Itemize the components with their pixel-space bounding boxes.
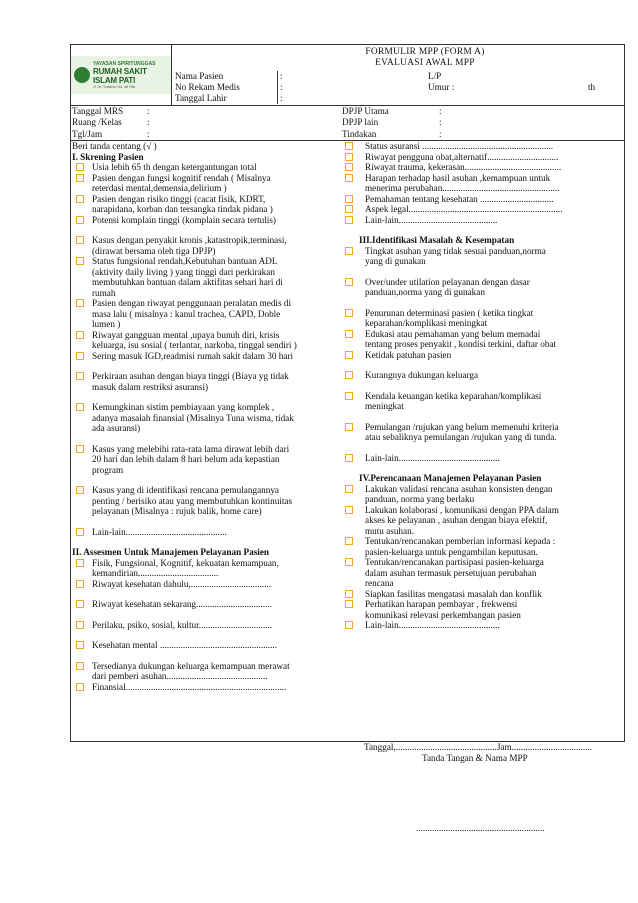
checklist-item-text: Kendala keuangan ketika keparahan/komplikasi xyxy=(365,390,542,401)
checkbox-icon[interactable] xyxy=(76,352,84,360)
checklist-item-text: Finansial...................................................................... xyxy=(92,681,287,692)
room-class-field[interactable]: : xyxy=(147,117,150,128)
checklist-item-text: Usia lebih 65 th dengan ketergantungan total xyxy=(92,162,257,172)
checkbox-icon[interactable] xyxy=(345,506,353,514)
patient-name-field[interactable]: : xyxy=(280,71,283,81)
checklist-item-text: Ketidak patuhan pasien xyxy=(365,349,452,360)
checkbox-icon[interactable] xyxy=(76,216,84,224)
checklist-item-text: menerima perubahan................................................... xyxy=(365,183,560,193)
checklist-item xyxy=(359,370,625,381)
checklist-item-text: Lain-lain............................................ xyxy=(92,526,227,537)
checklist-item xyxy=(72,444,346,476)
checklist-item xyxy=(72,620,346,631)
checklist-item xyxy=(359,204,625,215)
checkbox-icon[interactable] xyxy=(345,621,353,629)
checklist-item-text: Perilaku, psiko, sosial, kultur................................ xyxy=(92,619,273,630)
section-assessment-heading: II. Assesmen Untuk Manajemen Pelayanan Pasien xyxy=(72,547,270,557)
form-header xyxy=(70,44,625,106)
checklist-item xyxy=(72,402,346,434)
section-identification-heading: III.Identifikasi Masalah & Kesempatan xyxy=(359,235,515,245)
checkbox-icon[interactable] xyxy=(345,205,353,213)
checkbox-icon[interactable] xyxy=(345,330,353,338)
checklist-item-text: pasien-keluarga untuk pengambilan keputusan. xyxy=(365,546,538,557)
checklist-item xyxy=(72,599,346,610)
checklist-item-text: Potensi komplain tinggi (komplain secara tertulis) xyxy=(92,214,276,225)
checklist-item-text: keparahan/komplikasi meningkat xyxy=(365,318,488,328)
checklist-item-text: Riwayat gangguan mental ,upaya bunuh diri, krisis xyxy=(92,329,280,340)
logo-foundation: YAYASAN SPIRITUNGGAS xyxy=(93,61,156,67)
checklist-item-text: Kemungkinan sistim pembiayaan yang komplek , xyxy=(92,402,275,412)
patient-identity xyxy=(172,71,638,104)
procedure-field[interactable]: : xyxy=(439,128,442,139)
checklist-item-text: Harapan terhadap hasil asuhan ,kemampuan untuk xyxy=(365,172,551,183)
signature-label: Tanda Tangan & Nama MPP xyxy=(422,753,528,763)
checklist-item-text: dari pemberi asuhan............................................ xyxy=(92,671,268,681)
title-line-1: FORMULIR MPP (FORM A) xyxy=(365,47,485,57)
checklist-item-text: keluarga, isu sosial ( terlantar, narkoba, tinggal sendiri ) xyxy=(92,340,297,350)
signature-line[interactable]: ........................................................ xyxy=(416,823,545,833)
medical-record-field[interactable]: : xyxy=(280,82,283,92)
checklist-item-text: Kesehatan mental ................................................... xyxy=(92,640,277,650)
checklist-item xyxy=(72,256,346,298)
checklist-item-text: tentang proses penyakit , kondisi terkini, daftar obat xyxy=(365,339,557,349)
checkbox-icon[interactable] xyxy=(76,600,84,608)
checklist-item-text: kemandirian................................... xyxy=(92,568,219,578)
checklist-item-text: narapidana, korban dan tersangka tindak pidana ) xyxy=(92,204,273,214)
checklist-item xyxy=(359,152,625,163)
checkbox-icon[interactable] xyxy=(76,299,84,307)
checklist-item-text: Kasus yang di identifikasi rencana pemulangannya xyxy=(92,485,280,495)
checklist-item xyxy=(72,640,346,651)
checklist-item xyxy=(72,235,346,256)
checklist-item xyxy=(359,308,625,329)
procedure-label: Tindakan xyxy=(342,128,377,139)
checklist-item-text: Aspek legal................................................................... xyxy=(365,204,563,214)
checkbox-icon[interactable] xyxy=(345,423,353,431)
checklist-item xyxy=(359,215,625,226)
checklist-item-text: penting / berisiko atau yang membutuhkan kontinuitas xyxy=(92,495,293,506)
other-dpjp-field[interactable]: : xyxy=(439,117,442,128)
checklist-item xyxy=(359,350,625,361)
checklist-item xyxy=(359,484,625,505)
checklist-item-text: rumah xyxy=(92,287,116,298)
main-dpjp-field[interactable]: : xyxy=(439,106,442,116)
checklist-item xyxy=(72,162,346,173)
checklist-item xyxy=(72,527,346,538)
checklist-item-text: 20 hari dan lebih dalam 8 hari belum ada kepastian xyxy=(92,454,280,464)
checkbox-icon[interactable] xyxy=(76,163,84,171)
checklist-item-text: dalam asuhan termasuk persetujuan perubahan xyxy=(365,567,537,578)
checklist-item-text: Pasien dengan fungsi kognitif rendah ( Misalnya xyxy=(92,172,271,183)
checklist-item-text: Pasien dengan risiko tinggi (cacat fisik, KDRT, xyxy=(92,193,266,204)
checkbox-icon[interactable] xyxy=(76,331,84,339)
checkbox-icon[interactable] xyxy=(76,580,84,588)
assessment-list xyxy=(72,558,346,693)
checklist-item-text: Kurangnya dukungan keluarga xyxy=(365,370,479,380)
screening-list-c xyxy=(72,371,346,537)
dob-field[interactable]: : xyxy=(280,93,283,103)
checklist-item-text: yang di gunakan xyxy=(365,256,426,266)
signature-block xyxy=(364,742,626,764)
checklist-item-text: adanya masalah finansial (Misalnya Tuna wisma, tidak xyxy=(92,412,294,423)
checklist-item-text: akses ke pelayanan , asuhan dengan biaya efektif, xyxy=(365,515,548,525)
checklist-item-text: Lakukan kolaborasi , komunikasi dengan PPA dalam xyxy=(365,504,559,515)
checkbox-icon[interactable] xyxy=(76,486,84,494)
admission-date-field[interactable]: : xyxy=(147,106,150,116)
checkbox-icon[interactable] xyxy=(345,590,353,598)
checkbox-icon[interactable] xyxy=(76,662,84,670)
checklist-item-text: Kasus dengan penyakit kronis ,katastropik,terminasi, xyxy=(92,235,287,245)
checkbox-icon[interactable] xyxy=(345,153,353,161)
checkbox-icon[interactable] xyxy=(345,558,353,566)
checklist-item xyxy=(72,558,346,579)
checklist-item xyxy=(359,141,625,152)
form-page xyxy=(70,44,625,742)
checklist-item-text: pelayanan (Misalnya : rujuk balik, home care) xyxy=(92,506,262,516)
checklist-item-text: Over/under utilation pelayanan dengan dasar xyxy=(365,276,530,287)
checkbox-icon[interactable] xyxy=(345,600,353,608)
checklist-item xyxy=(359,173,625,194)
screening-list-a xyxy=(72,162,346,225)
checkbox-icon[interactable] xyxy=(76,528,84,536)
checklist-item-text: lumen ) xyxy=(92,319,121,329)
checklist-item-text: Tentukan/rencanakan pemberian informasi kepada : xyxy=(365,536,556,546)
checklist-item-text: membutuhkan bantuan dalam aktifitas sehari hari di xyxy=(92,277,283,287)
checklist-item xyxy=(72,661,346,682)
checklist-item-text: Tentukan/rencanakan partisipasi pasien-keluarga xyxy=(365,557,544,567)
dob-label: Tanggal Lahir xyxy=(172,93,278,104)
checklist-item-text: Lain-lain............................................ xyxy=(365,452,500,463)
logo-hospital-name: RUMAH SAKIT ISLAM PATI xyxy=(93,67,147,85)
planning-list xyxy=(359,484,625,631)
logo-cell xyxy=(71,45,172,105)
patient-name-label: Nama Pasien xyxy=(172,71,278,82)
date-time-label: Tgl/Jam xyxy=(72,128,103,139)
checklist-item xyxy=(72,330,346,351)
checklist-item xyxy=(359,505,625,537)
checklist-item-text: Fisik, Fungsional, Kognitif, kekuatan kemampuan, xyxy=(92,557,279,568)
checklist-item-text: Sering masuk IGD,readmisi rumah sakit dalam 30 hari xyxy=(92,350,294,361)
checklist-item xyxy=(359,557,625,589)
checklist-item xyxy=(72,351,346,362)
checklist-item-text: rencana xyxy=(365,578,394,588)
checkbox-icon[interactable] xyxy=(76,559,84,567)
checklist-item xyxy=(72,298,346,330)
checklist-item-text: Penurunan determinasi pasien ( ketika tingkat xyxy=(365,307,534,318)
checkbox-icon[interactable] xyxy=(76,372,84,380)
checklist-item-text: Tersedianya dukungan keluarga kemampuan merawat xyxy=(92,660,290,671)
checkbox-icon[interactable] xyxy=(345,174,353,182)
checkbox-icon[interactable] xyxy=(76,403,84,411)
checkbox-icon[interactable] xyxy=(76,257,84,265)
form-title xyxy=(172,45,638,71)
checklist-item-text: komunikasi relevasi perkembangan pasien xyxy=(365,609,521,620)
checklist-item xyxy=(72,215,346,226)
checkbox-icon[interactable] xyxy=(345,247,353,255)
checklist-item-text: panduan, norma yang berlaku xyxy=(365,494,475,504)
checkbox-icon[interactable] xyxy=(345,195,353,203)
checklist-item-text: (dirawat bersama oleh tiga DPJP) xyxy=(92,245,216,256)
checkbox-icon[interactable] xyxy=(345,485,353,493)
checklist-item xyxy=(72,682,346,693)
checkbox-icon[interactable] xyxy=(345,163,353,171)
checklist-item-text: Riwayat kesehatan dahulu,................................... xyxy=(92,578,272,589)
checklist-item xyxy=(359,246,625,267)
date-time-line[interactable]: Tanggal,............................................Jam................................... xyxy=(364,742,593,752)
checklist-item xyxy=(72,579,346,590)
checklist-item-text: Siapkan fasilitas mengatasi masalah dan konflik xyxy=(365,588,542,599)
section-planning-heading: IV.Perencanaan Manajemen Pelayanan Pasien xyxy=(359,473,542,483)
room-class-label: Ruang /Kelas xyxy=(72,117,122,128)
main-dpjp-label: DPJP Utama xyxy=(342,106,389,116)
checklist-item-text: Status fungsional rendah,Kebutuhan bantuan ADL xyxy=(92,256,278,266)
checklist-item-text: (aktivity daily living ) yang tinggi dari perkirakan xyxy=(92,266,275,277)
identification-list xyxy=(359,246,625,464)
age-unit: th xyxy=(588,82,596,92)
checklist-item-text: Perkiraan asuhan dengan biaya tinggi (Biaya yg tidak xyxy=(92,371,289,381)
checklist-item-text: masa lalu ( misalnya : kanul trachea, CAPD, Doble xyxy=(92,308,281,319)
checklist-item-text: Lakukan validasi rencana asuhan konsisten dengan xyxy=(365,483,553,494)
date-time-field[interactable]: : xyxy=(147,128,150,139)
checklist-item-text: Lain-lain............................................ xyxy=(365,620,500,630)
checkbox-icon[interactable] xyxy=(76,195,84,203)
checklist-item-text: panduan,norma yang di gunakan xyxy=(365,287,485,297)
instruction-text: Beri tanda centang (√ ) xyxy=(72,141,157,151)
checklist-item-text: mutu asuhan. xyxy=(365,525,414,536)
other-dpjp-label: DPJP lain xyxy=(342,117,379,128)
checklist-item xyxy=(359,422,625,443)
checklist-item-text: Lain-lain........................................... xyxy=(365,214,498,225)
checkbox-icon[interactable] xyxy=(345,392,353,400)
medical-record-label: No Rekam Medis xyxy=(172,82,278,93)
screening-list-b xyxy=(72,235,346,361)
checklist-item-text: Riwayat trauma, kekerasan.......................................... xyxy=(365,162,562,172)
checklist-item-text: Status asuransi ......................................................... xyxy=(365,141,554,151)
checkbox-icon[interactable] xyxy=(76,641,84,649)
checklist-item-text: Tingkat asuhan yang tidak sesuai panduan,norma xyxy=(365,245,546,256)
checklist-item xyxy=(72,173,346,194)
checkbox-icon[interactable] xyxy=(345,371,353,379)
form-body xyxy=(70,141,625,742)
checklist-item xyxy=(359,391,625,412)
checklist-item-text: ada asuransi) xyxy=(92,423,141,433)
checklist-item-text: reterdasi mental,demensia,delirium ) xyxy=(92,183,227,193)
checklist-item xyxy=(359,599,625,620)
checklist-item-text: Pemulangan /rujukan yang belum memenuhi kriteria xyxy=(365,421,559,432)
checkbox-icon[interactable] xyxy=(345,278,353,286)
checklist-item xyxy=(359,453,625,464)
checklist-item xyxy=(359,277,625,298)
checkbox-icon[interactable] xyxy=(345,351,353,359)
checklist-item xyxy=(359,536,625,557)
gender-label[interactable]: L/P xyxy=(428,71,442,81)
checkbox-icon[interactable] xyxy=(345,216,353,224)
checklist-item-text: Riwayat kesehatan sekarang................................. xyxy=(92,599,272,609)
checkbox-icon[interactable] xyxy=(76,236,84,244)
checklist-item-text: meningkat xyxy=(365,401,404,411)
checklist-item-text: Perhatikan harapan pembayar , frekwensi xyxy=(365,599,518,609)
checklist-item xyxy=(359,329,625,350)
admission-date-label: Tanggal MRS xyxy=(72,106,124,116)
checkbox-icon[interactable] xyxy=(345,309,353,317)
checklist-item xyxy=(359,589,625,600)
checklist-item-text: program xyxy=(92,464,124,475)
checkbox-icon[interactable] xyxy=(345,142,353,150)
checkbox-icon[interactable] xyxy=(76,621,84,629)
checklist-item xyxy=(359,620,625,631)
checkbox-icon[interactable] xyxy=(76,683,84,691)
checkbox-icon[interactable] xyxy=(345,537,353,545)
logo-address: Jl. Dr. Susanto No. 48 Pati xyxy=(93,85,136,89)
assessment-continued-list xyxy=(359,141,625,225)
checkbox-icon[interactable] xyxy=(345,454,353,462)
checklist-item-text: Kasus yang melebihi rata-rata lama dirawat lebih dari xyxy=(92,443,290,454)
checklist-item xyxy=(359,194,625,205)
checklist-item-text: Riwayat pengguna obat,alternatif............................... xyxy=(365,151,559,162)
checklist-item xyxy=(72,485,346,517)
checkbox-icon[interactable] xyxy=(76,174,84,182)
right-column xyxy=(359,141,625,631)
hospital-emblem-icon xyxy=(74,67,90,83)
checklist-item xyxy=(359,162,625,173)
checklist-item xyxy=(72,371,346,392)
left-column xyxy=(72,141,346,692)
checklist-item-text: atau sebaliknya pemulangan /rujukan yang di tunda. xyxy=(365,432,557,442)
checklist-item xyxy=(72,194,346,215)
checkbox-icon[interactable] xyxy=(76,445,84,453)
age-label[interactable]: Umur : xyxy=(428,82,455,92)
section-screening-heading: I. Skrening Pasien xyxy=(72,151,144,162)
checklist-item-text: Edukasi atau pemahaman yang belum memadai xyxy=(365,328,541,339)
checklist-item-text: Pemahaman tentang kesehatan ................................ xyxy=(365,193,554,204)
hospital-logo xyxy=(71,56,171,94)
title-line-2: EVALUASI AWAL MPP xyxy=(375,58,475,68)
admission-info xyxy=(70,106,625,141)
checklist-item-text: masuk dalam restriksi asuransi) xyxy=(92,381,209,392)
checklist-item-text: Pasien dengan riwayat penggunaan peralatan medis di xyxy=(92,298,291,308)
